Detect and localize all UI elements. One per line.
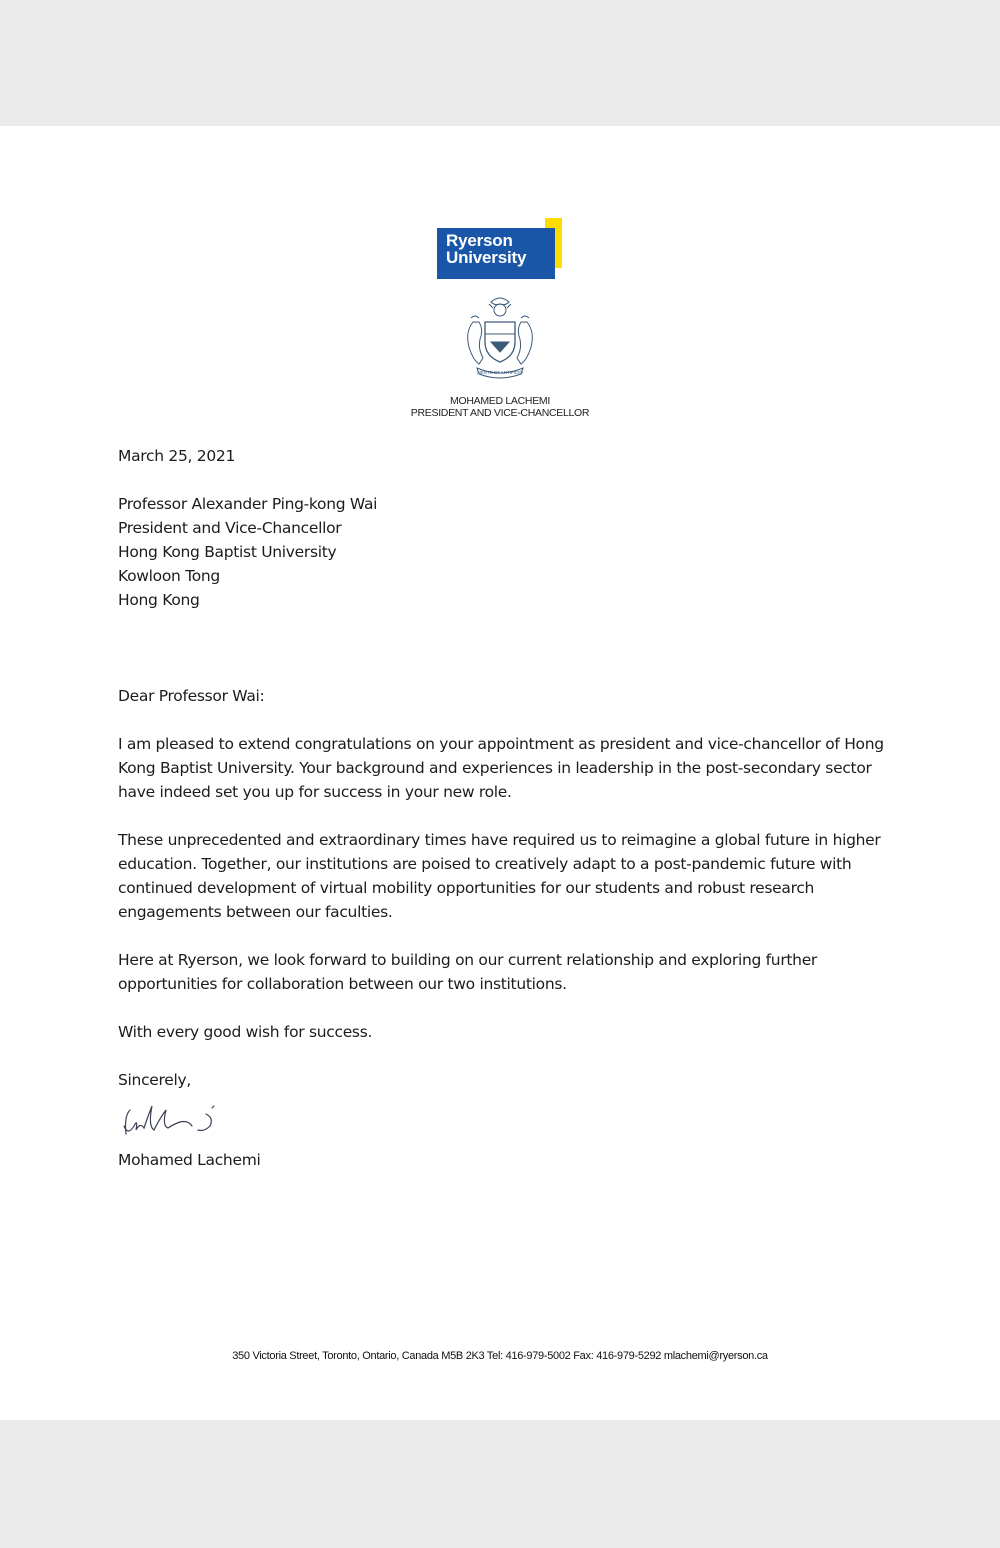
university-crest-icon (455, 292, 545, 382)
salutation (118, 684, 888, 708)
logo-line1: Ryerson (446, 231, 513, 250)
body-paragraph-1 (118, 732, 888, 804)
paragraph-text: Here at Ryerson, we look forward to building on our current relationship and exploring further opportunities for collaboration between our two institutions. (118, 951, 817, 993)
recipient-line: Hong Kong Baptist University (118, 543, 337, 561)
signature-icon (118, 1096, 248, 1146)
paragraph-text: I am pleased to extend congratulations on your appointment as president and vice-chancellor of Hong Kong Baptist University. Your background and experiences in leadership in the post-secondary sector have indeed set you up for success in your new role. (118, 735, 884, 801)
signer-block (118, 1148, 888, 1172)
closing (118, 1068, 888, 1092)
logo-line2: University (446, 248, 527, 267)
sender-name: MOHAMED LACHEMI (450, 395, 550, 407)
paragraph-text: With every good wish for success. (118, 1023, 373, 1041)
sender-block (0, 395, 1000, 419)
closing-text: Sincerely, (118, 1071, 192, 1089)
recipient-block (118, 492, 888, 612)
sender-title: PRESIDENT AND VICE-CHANCELLOR (410, 407, 590, 419)
signer-name: Mohamed Lachemi (118, 1151, 261, 1169)
crest-motto: MENTE ET ARTIFICIO (477, 370, 523, 375)
body-paragraph-4 (118, 1020, 888, 1044)
recipient-line: Kowloon Tong (118, 567, 220, 585)
body-paragraph-3 (118, 948, 888, 996)
paragraph-text: These unprecedented and extraordinary times have required us to reimagine a global future in higher education. Together, our institutions are poised to creatively adapt to a post-pandemic future with continued development of virtual mobility opportunities for our students and robust research engagements between our faculties. (118, 831, 881, 921)
letter-page (0, 126, 1000, 1420)
letter-date (118, 444, 888, 468)
logo-wordmark (446, 232, 526, 266)
ryerson-logo (437, 218, 562, 279)
recipient-line: Hong Kong (118, 591, 200, 609)
salutation-text: Dear Professor Wai: (118, 687, 265, 705)
recipient-line: Professor Alexander Ping-kong Wai (118, 495, 378, 513)
footer-address: 350 Victoria Street, Toronto, Ontario, Canada M5B 2K3 Tel: 416-979-5002 Fax: 416-979-5292 mlachemi@ryerson.ca (232, 1350, 768, 1362)
date-text: March 25, 2021 (118, 447, 235, 465)
recipient-line: President and Vice-Chancellor (118, 519, 342, 537)
body-paragraph-2 (118, 828, 888, 924)
